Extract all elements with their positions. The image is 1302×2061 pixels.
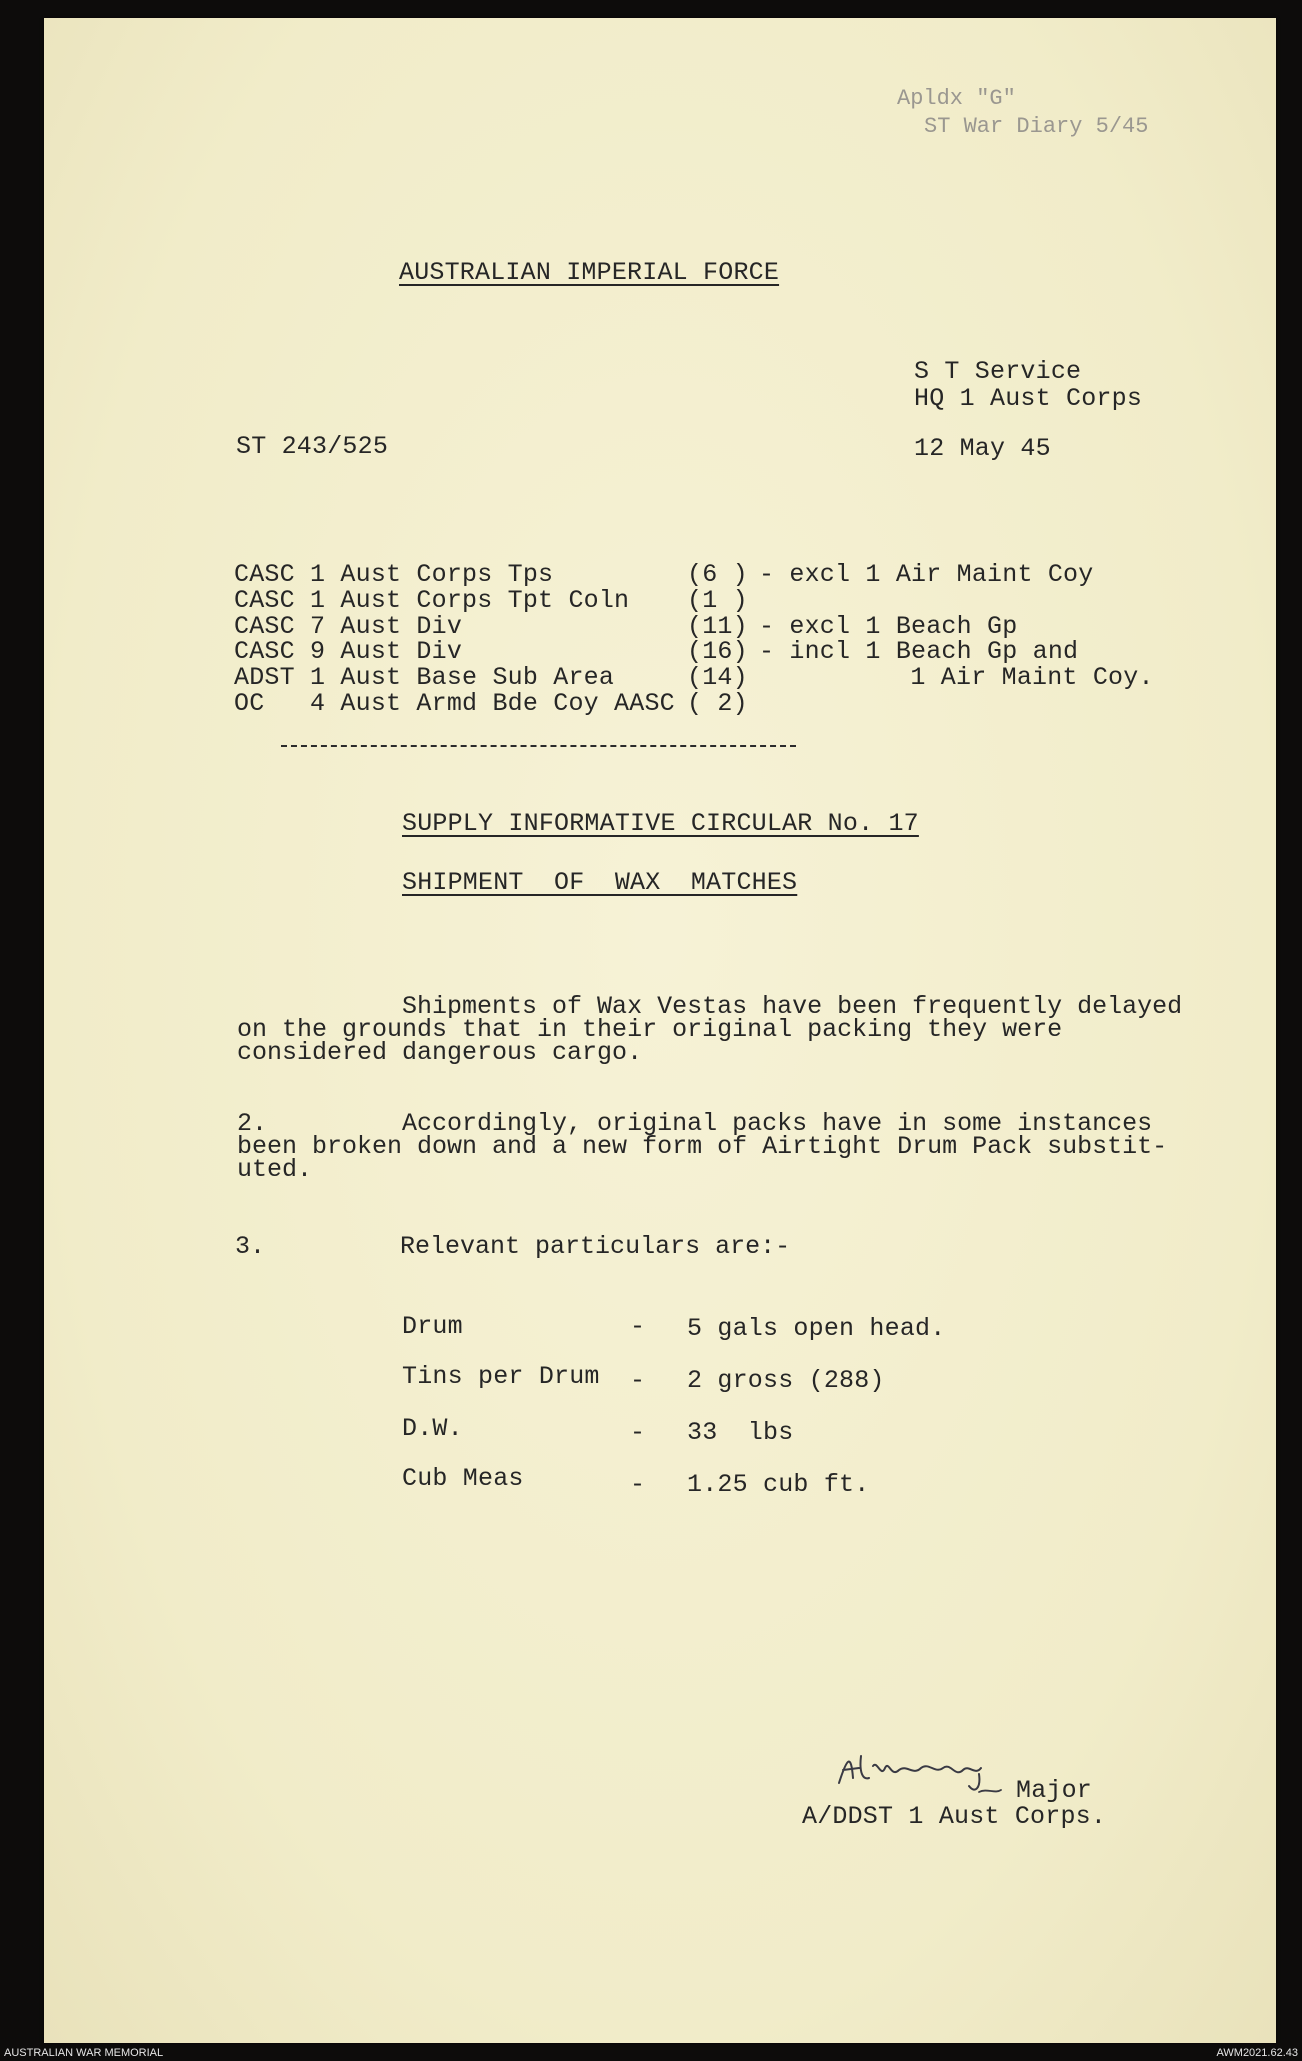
particular-dash: - [630, 1366, 646, 1395]
distribution-copies: (14) [687, 663, 748, 692]
particular-dash: - [630, 1418, 646, 1447]
distribution-unit: CASC 7 Aust Div [234, 612, 463, 641]
circular-title: SUPPLY INFORMATIVE CIRCULAR No. 17 [402, 809, 919, 838]
document-date: 12 May 45 [914, 434, 1051, 463]
footer-institution: AUSTRALIAN WAR MEMORIAL [4, 2047, 164, 2059]
reference-number: ST 243/525 [236, 432, 389, 461]
distribution-note: - excl 1 Beach Gp [759, 612, 1018, 641]
distribution-copies: (11) [687, 612, 748, 641]
distribution-copies: ( 2) [687, 689, 748, 718]
distribution-unit: ADST 1 Aust Base Sub Area [234, 663, 615, 692]
distribution-unit: CASC 1 Aust Corps Tpt Coln [234, 586, 630, 615]
signatory-appointment: A/DDST 1 Aust Corps. [802, 1802, 1107, 1831]
distribution-unit: OC 4 Aust Armd Bde Coy AASC [234, 689, 675, 718]
particular-value: 5 gals open head. [687, 1314, 946, 1343]
paragraph-1: Shipments of Wax Vestas have been frequently delayed on the grounds that in their original packing they were considered dangerous cargo. [237, 992, 1183, 1067]
distribution-unit: CASC 1 Aust Corps Tps [234, 560, 554, 589]
particular-label: Tins per Drum [402, 1362, 600, 1391]
particular-label: Drum [402, 1312, 463, 1341]
subject-heading: SHIPMENT OF WAX MATCHES [402, 868, 798, 897]
archive-stamp-line-2: ST War Diary 5/45 [924, 114, 1149, 139]
document-heading: AUSTRALIAN IMPERIAL FORCE [399, 258, 780, 287]
document-page [44, 18, 1276, 2043]
paragraph-3: 3. Relevant particulars are:- [235, 1232, 791, 1261]
particular-label: Cub Meas [402, 1464, 524, 1493]
distribution-divider [281, 745, 796, 747]
origin-line-1: S T Service [914, 357, 1082, 386]
signatory-rank: Major [1016, 1776, 1093, 1805]
distribution-unit: CASC 9 Aust Div [234, 637, 463, 666]
archive-stamp-line-1: Apldx "G" [897, 86, 1016, 111]
distribution-note: - incl 1 Beach Gp and [759, 637, 1079, 666]
origin-line-2: HQ 1 Aust Corps [914, 384, 1143, 413]
particular-dash: - [630, 1470, 646, 1499]
particular-dash: - [630, 1312, 646, 1341]
particular-value: 33 lbs [687, 1418, 794, 1447]
distribution-copies: (16) [687, 637, 748, 666]
distribution-copies: (1 ) [687, 586, 748, 615]
particular-label: D.W. [402, 1414, 463, 1443]
distribution-note: - excl 1 Air Maint Coy [759, 560, 1094, 589]
distribution-copies: (6 ) [687, 560, 748, 589]
distribution-note: 1 Air Maint Coy. [880, 663, 1154, 692]
particular-value: 2 gross (288) [687, 1366, 885, 1395]
footer-accession-number: AWM2021.62.43 [1216, 2047, 1298, 2059]
particular-value: 1.25 cub ft. [687, 1470, 870, 1499]
paragraph-2: 2. Accordingly, original packs have in some instances been broken down and a new form of Airtight Drum Pack substit- uted. [237, 1109, 1168, 1184]
